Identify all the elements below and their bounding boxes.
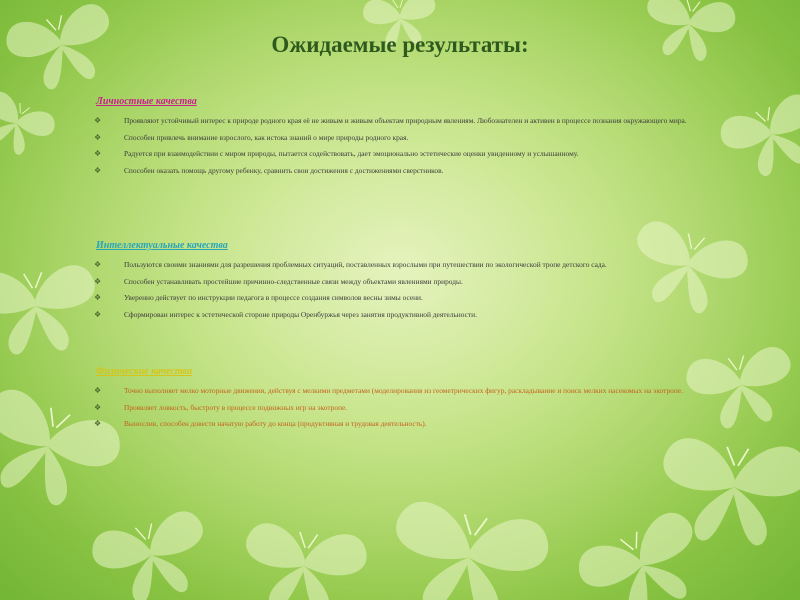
list-item: ❖ Уверенно действует по инструкции педагога в процессе создания символов весны зимы осени. [92,290,704,306]
list-item: ❖ Точно выполняет мелко моторные движения, действуя с мелкими предметами (моделирования из геометрических фигур, раскладывание и поиск мелких насекомых на экотропе. [92,383,704,399]
list-item: ❖ Вынослив, способен довести начатую работу до конца (продуктивная и трудовая деятельность). [92,416,704,432]
diamond-cluster-icon: ❖ [94,419,102,428]
page-title: Ожидаемые результаты: [271,32,529,57]
physical-qualities-heading: Физические качества [96,366,192,377]
diamond-cluster-icon: ❖ [94,276,102,286]
list-item: ❖ Способен привлечь внимание взрослого, как истока знаний о мире природы родного края. [92,130,704,146]
diamond-cluster-icon: ❖ [94,293,102,302]
list-item: ❖ Способен устанавливать простейшие причинно-следственные связи между объектами явлениями природы. [92,274,704,290]
physical-qualities-section [92,366,704,433]
list-item: ❖ Сформирован интерес к эстетической стороне природы Оренбуржья через занятия продуктивной деятельности. [92,307,704,323]
personal-qualities-list [92,113,704,178]
intellectual-qualities-list [92,257,704,322]
diamond-cluster-icon: ❖ [94,149,102,158]
intellectual-qualities-section [92,240,704,323]
list-item: ❖ Проявляют устойчивый интерес к природе родного края её не живым и живым объектам природным явлениям. Любознателен и активен в процессе познания окружающего мира. [92,113,704,129]
diamond-cluster-icon: ❖ [94,386,102,395]
intellectual-qualities-heading: Интеллектуальные качества [96,240,228,251]
personal-qualities-section [92,96,704,179]
list-item: ❖ Радуется при взаимодействии с миром природы, пытается содействовать, дает эмоционально эстетические оценки увиденному и услышанному. [92,146,704,162]
diamond-cluster-icon: ❖ [94,402,102,412]
diamond-cluster-icon: ❖ [94,116,102,125]
diamond-cluster-icon: ❖ [94,260,102,269]
physical-qualities-list [92,383,704,432]
diamond-cluster-icon: ❖ [94,165,102,175]
list-item: ❖ Проявляет ловкость, быстроту в процессе подвижных игр на экотропе. [92,400,704,416]
diamond-cluster-icon: ❖ [94,132,102,142]
personal-qualities-heading: Личностные качества [96,96,197,107]
list-item: ❖ Способен оказать помощь другому ребенку, сравнить свои достижения с достижениями сверстников. [92,163,704,179]
list-item: ❖ Пользуются своими знаниями для разрешения проблемных ситуаций, поставленных взрослыми при путешествии по экологической тропе детского сада. [92,257,704,273]
diamond-cluster-icon: ❖ [94,309,102,319]
